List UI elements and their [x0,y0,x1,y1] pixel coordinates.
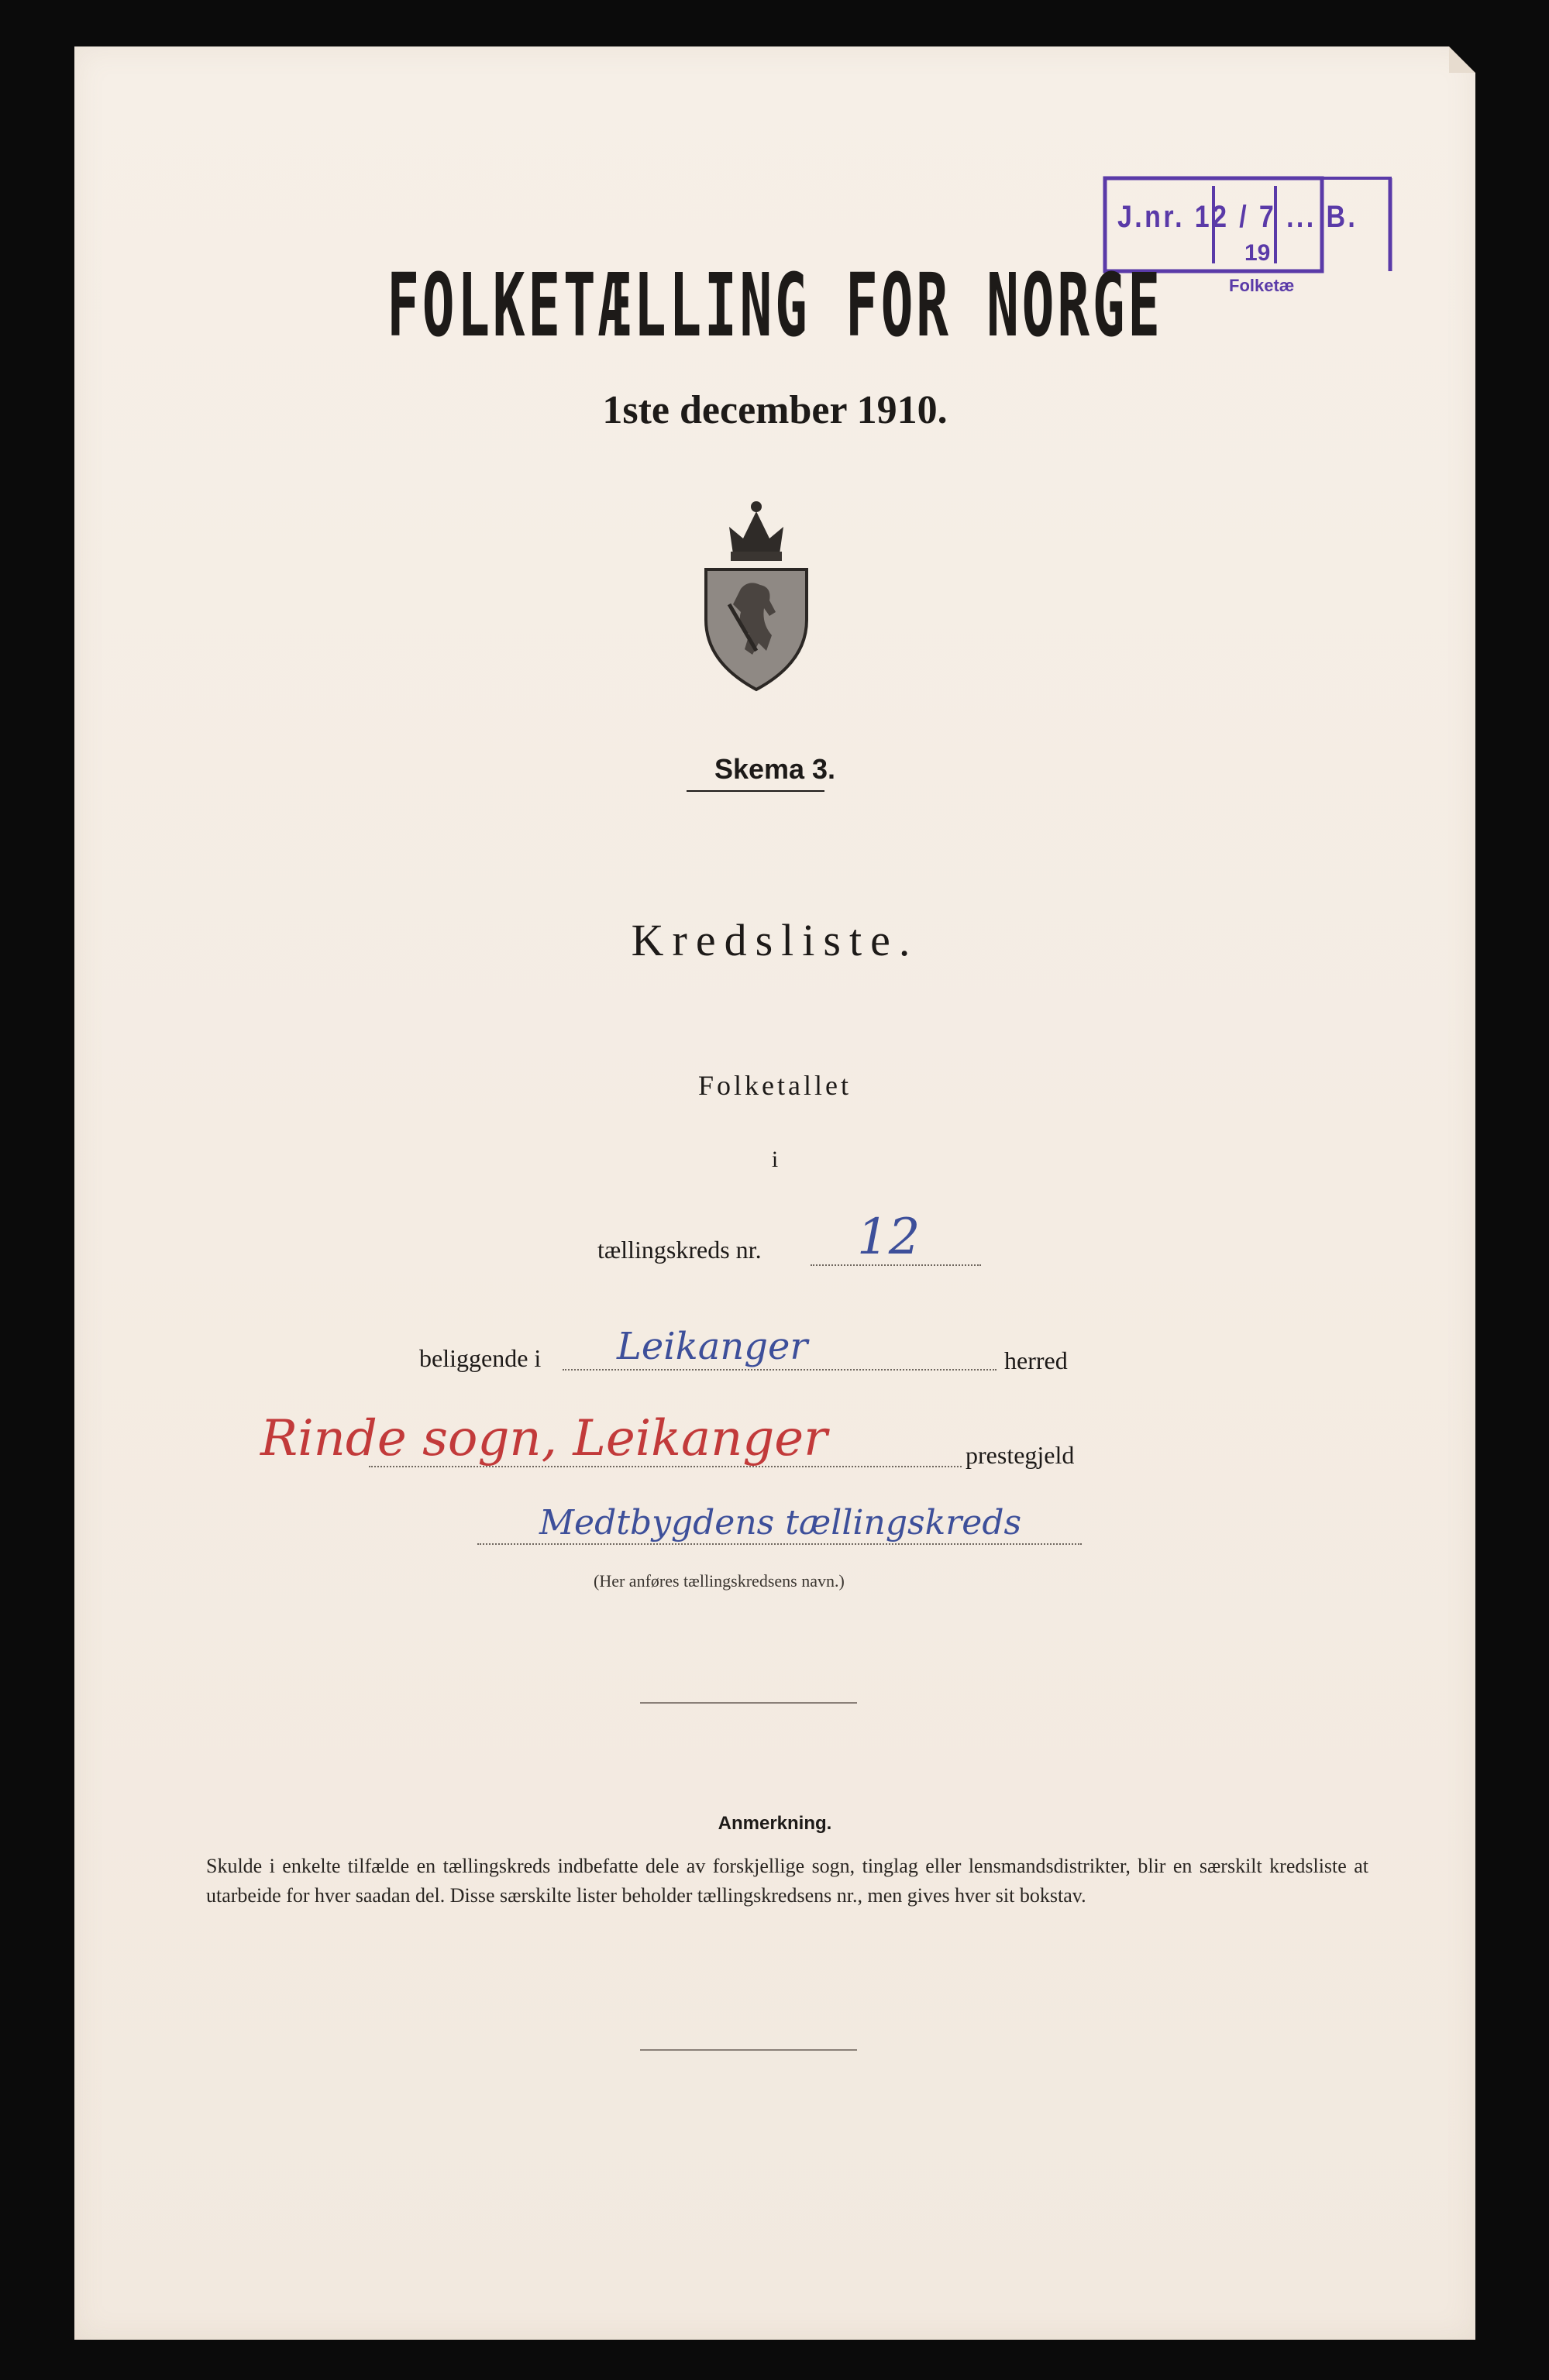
document-page [74,46,1475,2340]
stamp-line-1: J.nr. 12 / 7 ... B. [1117,200,1358,234]
herred-label: herred [1004,1346,1068,1374]
district-number-value: 12 [857,1209,921,1266]
remark-text: Skulde i enkelte tilfælde en tællingskreds indbefatte dele av forskjellige sogn, tinglag eller lensmandsdistrikter, blir en særskilt kredsliste at utarbeide for hver saadan del. Disse særskilte lister beholder tællingskredsens nr., men gives hver sit bokstav. [206,1855,1368,1907]
parish-value: Rinde sogn, Leikanger [260,1410,828,1467]
remark-title: Anmerkning. [718,1813,832,1834]
i-label: i [771,1147,779,1172]
stamp-line-2: 19 [1244,240,1271,266]
district-number-label: tællingskreds nr. [597,1236,762,1264]
district-name-value: Medtbygdens tællingskreds [539,1503,1022,1543]
census-date: 1ste december 1910. [602,388,948,432]
page-corner-fold [1449,46,1475,73]
divider-1 [640,1702,857,1704]
location-label: beliggende i [419,1344,542,1372]
list-title: Kredsliste. [631,915,919,965]
prestegjeld-label: prestegjeld [966,1441,1075,1469]
stamp-line-3: Folketæ [1229,276,1295,295]
folketallet-label: Folketallet [698,1070,852,1101]
district-name-note: (Her anføres tællingskredsens navn.) [594,1571,845,1591]
coat-of-arms-icon [698,496,814,697]
schema-number: Skema 3. [714,753,836,785]
herred-value: Leikanger [617,1325,808,1368]
document-title: FOLKETÆLLING FOR NORGE [387,256,1163,356]
schema-underline [687,790,824,792]
divider-2 [640,2049,857,2054]
